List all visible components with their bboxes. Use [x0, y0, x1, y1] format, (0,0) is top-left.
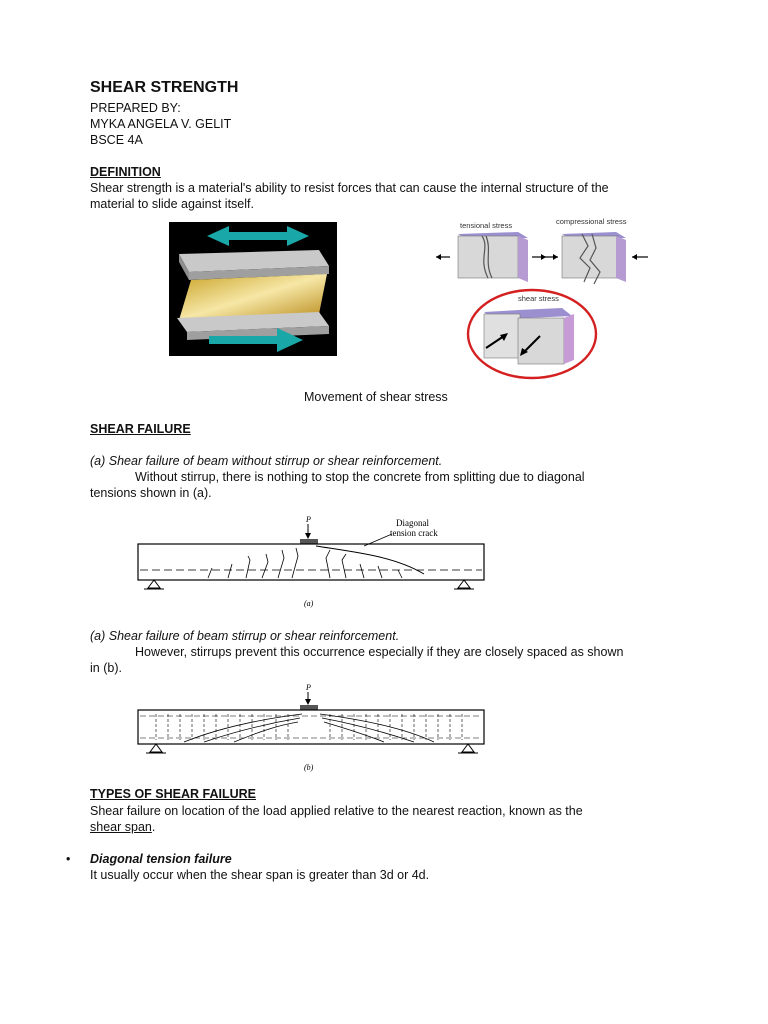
case-a-line-1: Without stirrup, there is nothing to stop the concrete from splitting due to diagonal [135, 470, 585, 484]
section-label: BSCE 4A [90, 133, 143, 147]
types-heading: TYPES OF SHEAR FAILURE [90, 787, 256, 801]
case-b-title: (a) Shear failure of beam stirrup or shear reinforcement. [90, 629, 400, 643]
case-b-line-1: However, stirrups prevent this occurrence especially if they are closely spaced as shown [135, 645, 624, 659]
case-a-title: (a) Shear failure of beam without stirrup or shear reinforcement. [90, 454, 443, 468]
bullet-marker: • [66, 852, 71, 866]
definition-heading: DEFINITION [90, 165, 161, 179]
page-title: SHEAR STRENGTH [90, 79, 239, 96]
load-label-b: P [306, 683, 311, 692]
stress-types-diagram [432, 214, 658, 382]
types-line-2 [90, 819, 155, 835]
case-a-line-2: tensions shown in (a). [90, 486, 212, 500]
figure-label-a: (a) [304, 599, 314, 608]
types-line-2-end: . [151, 820, 156, 834]
types-line-1: Shear failure on location of the load applied relative to the nearest reaction, known as the [90, 804, 583, 818]
case-b-line-2: in (b). [90, 661, 122, 675]
tensional-stress-label: tensional stress [460, 221, 513, 230]
definition-line-2: material to slide against itself. [90, 197, 254, 211]
shear-plates-image [169, 222, 337, 356]
beam-with-stirrups-figure [134, 680, 490, 778]
shear-span-term: shear span [90, 820, 152, 834]
shear-stress-label: shear stress [518, 294, 559, 303]
diagonal-tension-text: It usually occur when the shear span is greater than 3d or 4d. [90, 868, 430, 882]
figure-label-b: (b) [304, 763, 314, 772]
figure-caption-shear-movement: Movement of shear stress [304, 390, 448, 404]
prepared-by-label: PREPARED BY: [90, 101, 181, 115]
author-name: MYKA ANGELA V. GELIT [90, 117, 232, 131]
shear-failure-heading: SHEAR FAILURE [90, 422, 191, 436]
beam-without-stirrups-figure [134, 512, 490, 612]
crack-label-line-1: Diagonal [396, 518, 429, 528]
crack-label-line-2: tension crack [390, 528, 438, 538]
compressional-stress-label: compressional stress [556, 217, 627, 226]
load-label-a: P [306, 515, 311, 524]
definition-line-1: Shear strength is a material's ability to resist forces that can cause the internal structure of the [90, 181, 609, 195]
diagonal-tension-title: Diagonal tension failure [90, 852, 232, 866]
